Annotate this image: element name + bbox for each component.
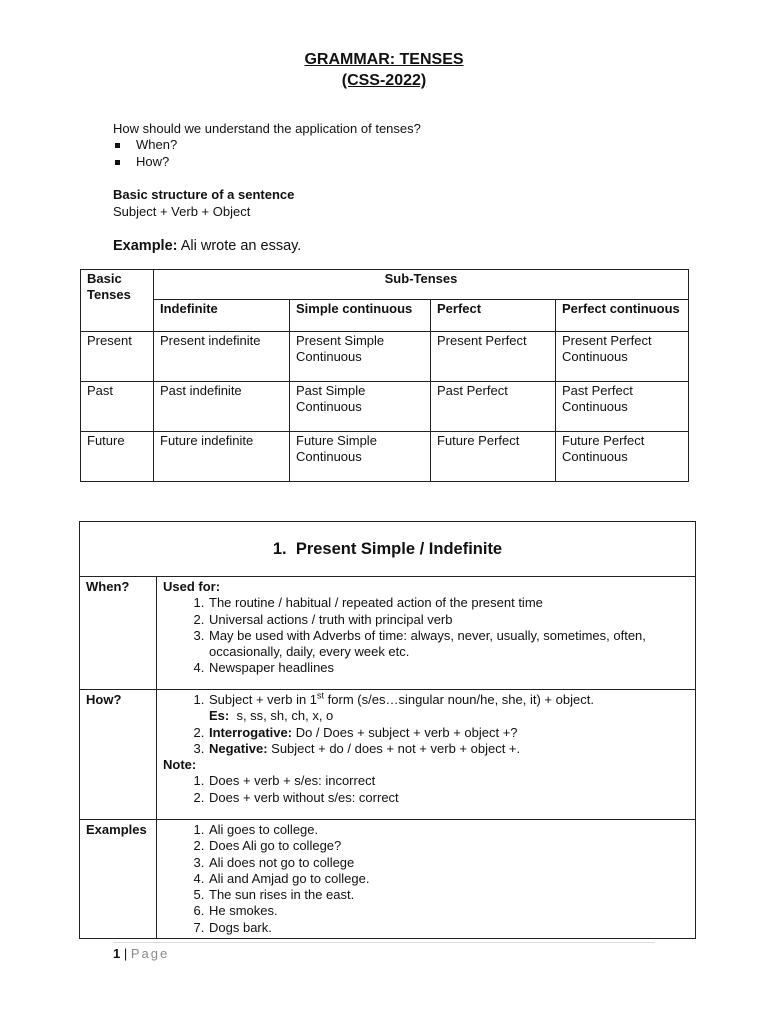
list-item: 2. Universal actions / truth with principal verb bbox=[208, 612, 689, 628]
table-cell: Future Simple Continuous bbox=[290, 432, 431, 482]
square-bullet-icon bbox=[115, 143, 120, 148]
list-item: 7. Dogs bark. bbox=[208, 920, 689, 936]
list-item: 4. Newspaper headlines bbox=[208, 660, 689, 676]
column-header: Perfect continuous bbox=[556, 300, 689, 332]
list-item: When? bbox=[113, 137, 673, 154]
how-list-continued bbox=[163, 725, 689, 758]
table-cell: Past Perfect Continuous bbox=[556, 382, 689, 432]
when-content bbox=[157, 577, 696, 690]
table-row bbox=[81, 270, 689, 300]
list-item: 2. Interrogative: Do / Does + subject + verb + object +? bbox=[208, 725, 689, 741]
intro-question: How should we understand the application of tenses? bbox=[113, 121, 421, 136]
table-cell: Present indefinite bbox=[154, 332, 290, 382]
document-subtitle: (CSS-2022) bbox=[341, 72, 427, 89]
list-item: 3. Ali does not go to college bbox=[208, 855, 689, 871]
list-item: 6. He smokes. bbox=[208, 903, 689, 919]
examples-label: Examples bbox=[80, 820, 157, 939]
document-title: GRAMMAR: TENSES bbox=[304, 51, 464, 68]
example-sentence: Example: Ali wrote an essay. bbox=[113, 237, 302, 254]
page-label: Page bbox=[130, 946, 170, 961]
list-item: 3. May be used with Adverbs of time: always, never, usually, sometimes, often, occasionally, daily, every week etc. bbox=[208, 628, 689, 661]
section-heading: 1. Present Simple / Indefinite bbox=[80, 522, 696, 577]
table-cell: Present Perfect bbox=[431, 332, 556, 382]
intro-section bbox=[113, 121, 673, 255]
list-item: 2. Does + verb without s/es: correct bbox=[208, 790, 689, 806]
table-row bbox=[80, 820, 696, 939]
how-content bbox=[157, 690, 696, 820]
square-bullet-icon bbox=[115, 160, 120, 165]
column-header: Indefinite bbox=[154, 300, 290, 332]
how-label: How? bbox=[80, 690, 157, 820]
table-row bbox=[80, 522, 696, 577]
table-cell: Future Perfect Continuous bbox=[556, 432, 689, 482]
footer-divider bbox=[113, 942, 654, 943]
list-item: 2. Does Ali go to college? bbox=[208, 838, 689, 854]
when-label: When? bbox=[80, 577, 157, 690]
table-row bbox=[80, 577, 696, 690]
note-label: Note: bbox=[163, 757, 197, 772]
table-row bbox=[81, 382, 689, 432]
list-item: 1. The routine / habitual / repeated action of the present time bbox=[208, 595, 689, 611]
note-list bbox=[163, 773, 689, 806]
page-footer bbox=[113, 946, 169, 962]
page-number: 1 bbox=[113, 946, 121, 961]
footer-separator: | bbox=[120, 946, 131, 961]
list-item: 4. Ali and Amjad go to college. bbox=[208, 871, 689, 887]
table-cell: Future indefinite bbox=[154, 432, 290, 482]
intro-bullet-list bbox=[113, 137, 673, 170]
list-item: 1. Does + verb + s/es: incorrect bbox=[208, 773, 689, 789]
structure-heading: Basic structure of a sentence bbox=[113, 187, 295, 203]
examples-content bbox=[157, 820, 696, 939]
table-cell: Present Perfect Continuous bbox=[556, 332, 689, 382]
list-item: How? bbox=[113, 154, 673, 171]
basic-tenses-header: Basic Tenses bbox=[81, 270, 154, 332]
when-list bbox=[163, 595, 689, 676]
row-label: Present bbox=[81, 332, 154, 382]
row-label: Future bbox=[81, 432, 154, 482]
tenses-table bbox=[80, 269, 689, 482]
how-list bbox=[163, 692, 689, 708]
table-row bbox=[81, 432, 689, 482]
table-row bbox=[81, 332, 689, 382]
column-header: Simple continuous bbox=[290, 300, 431, 332]
table-cell: Past Perfect bbox=[431, 382, 556, 432]
structure-formula: Subject + Verb + Object bbox=[113, 203, 251, 219]
table-cell: Future Perfect bbox=[431, 432, 556, 482]
table-row bbox=[81, 300, 689, 332]
list-item: 3. Negative: Subject + do / does + not + verb + object +. bbox=[208, 741, 689, 757]
column-header: Perfect bbox=[431, 300, 556, 332]
used-for-label: Used for: bbox=[163, 579, 221, 594]
table-cell: Past indefinite bbox=[154, 382, 290, 432]
row-label: Past bbox=[81, 382, 154, 432]
table-row bbox=[80, 690, 696, 820]
es-line: Es: s, ss, sh, ch, x, o bbox=[209, 708, 334, 724]
present-simple-table bbox=[79, 521, 696, 939]
list-item: 5. The sun rises in the east. bbox=[208, 887, 689, 903]
subtenses-header: Sub-Tenses bbox=[154, 270, 689, 300]
table-cell: Past Simple Continuous bbox=[290, 382, 431, 432]
list-item: 1. Subject + verb in 1st form (s/es…singular noun/he, she, it) + object. bbox=[208, 692, 689, 708]
table-cell: Present Simple Continuous bbox=[290, 332, 431, 382]
list-item: 1. Ali goes to college. bbox=[208, 822, 689, 838]
examples-list bbox=[163, 822, 689, 936]
